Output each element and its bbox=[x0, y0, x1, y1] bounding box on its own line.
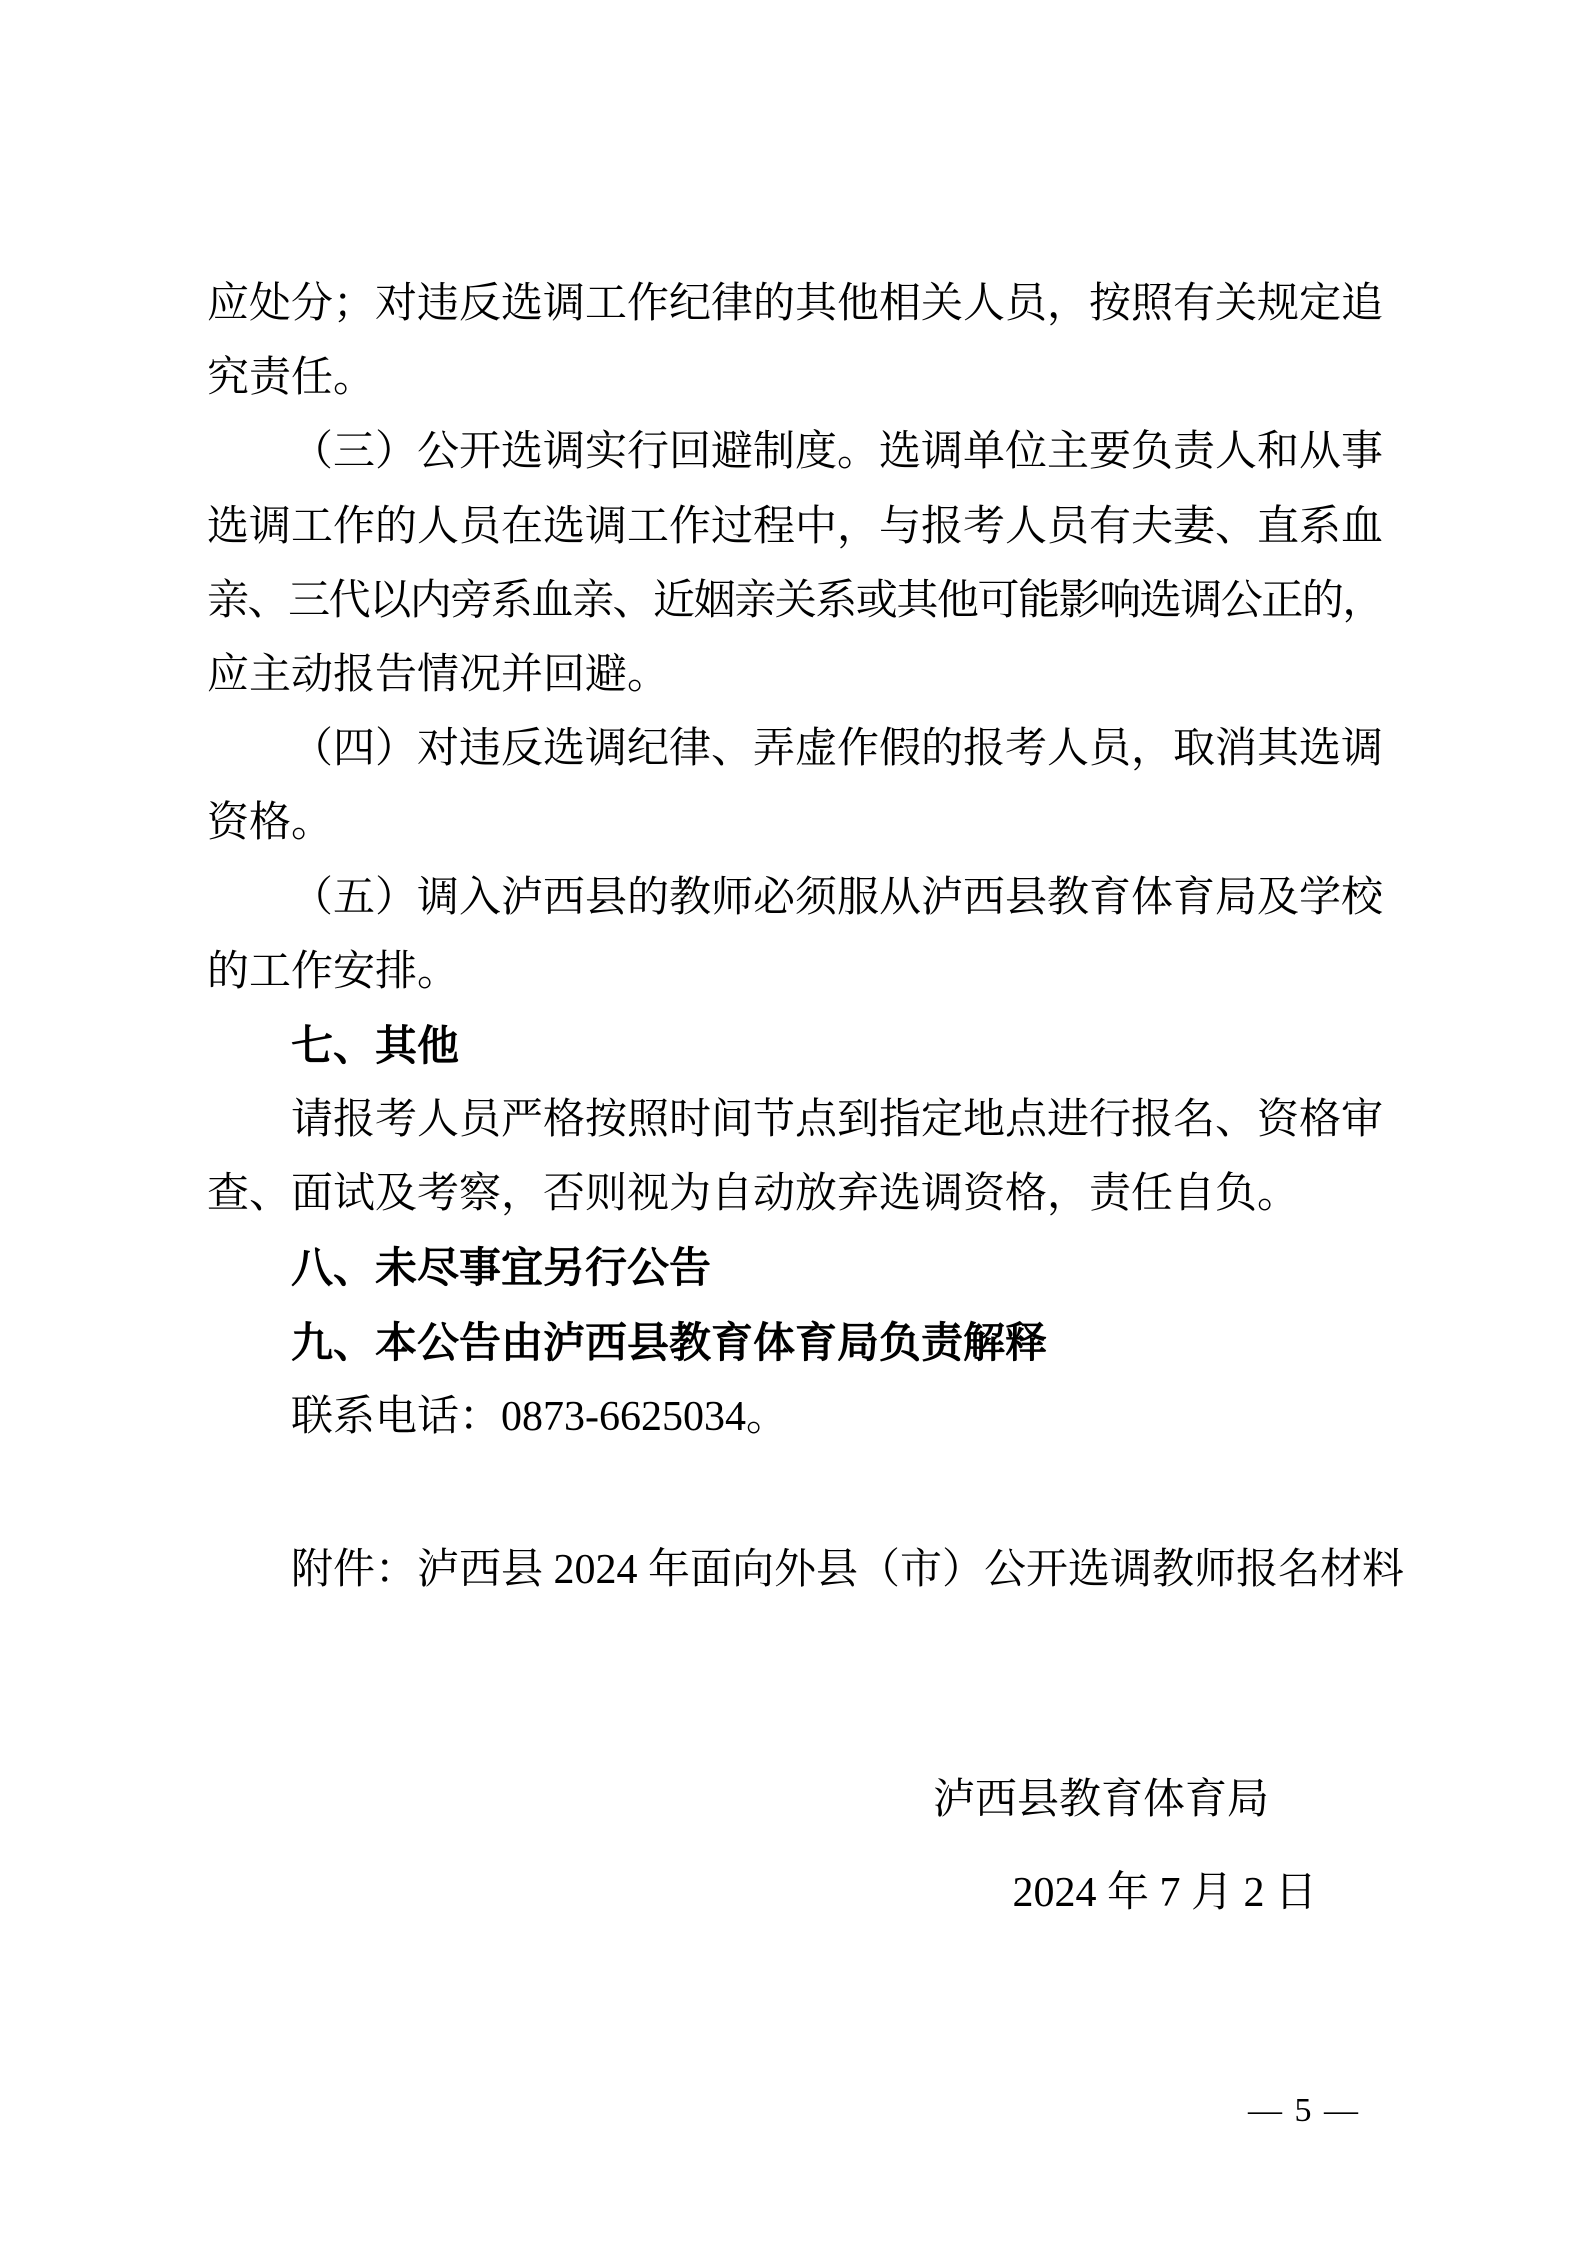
text-line: 应处分；对违反选调工作纪律的其他相关人员，按照有关规定追 bbox=[207, 281, 1384, 327]
text-line: 查、面试及考察，否则视为自动放弃选调资格，责任自负。 bbox=[207, 1171, 1300, 1218]
text-line: 资格。 bbox=[207, 800, 334, 847]
text-line: 请报考人员严格按照时间节点到指定地点进行报名、资格审 bbox=[291, 1097, 1384, 1144]
signature-date: 2024 年 7 月 2 日 bbox=[1012, 1870, 1317, 1916]
section-heading-8: 八、未尽事宜另行公告 bbox=[291, 1244, 712, 1292]
text-line: 应主动报告情况并回避。 bbox=[207, 651, 670, 698]
text-line: 的工作安排。 bbox=[207, 948, 460, 995]
text-line: 选调工作的人员在选调工作过程中，与报考人员有夫妻、直系血 bbox=[207, 503, 1384, 550]
attachment-line: 附件：泸西县 2024 年面向外县（市）公开选调教师报名材料 bbox=[291, 1547, 1405, 1593]
page-number: — 5 — bbox=[1248, 2092, 1360, 2129]
text-line: 亲、三代以内旁系血亲、近姻亲关系或其他可能影响选调公正的， bbox=[207, 577, 1383, 624]
text-line: （三）公开选调实行回避制度。选调单位主要负责人和从事 bbox=[291, 429, 1384, 476]
text-line: （四）对违反选调纪律、弄虚作假的报考人员，取消其选调 bbox=[291, 726, 1384, 773]
signature-organization: 泸西县教育体育局 bbox=[932, 1777, 1269, 1823]
text-line: 究责任。 bbox=[207, 355, 376, 402]
document-body bbox=[207, 267, 1383, 1454]
section-heading-9: 九、本公告由泸西县教育体育局负责解释 bbox=[291, 1318, 1048, 1366]
contact-phone-line: 联系电话：0873-6625034。 bbox=[291, 1393, 788, 1440]
text-line: （五）调入泸西县的教师必须服从泸西县教育体育局及学校 bbox=[291, 874, 1384, 921]
section-heading-7: 七、其他 bbox=[291, 1021, 460, 1069]
